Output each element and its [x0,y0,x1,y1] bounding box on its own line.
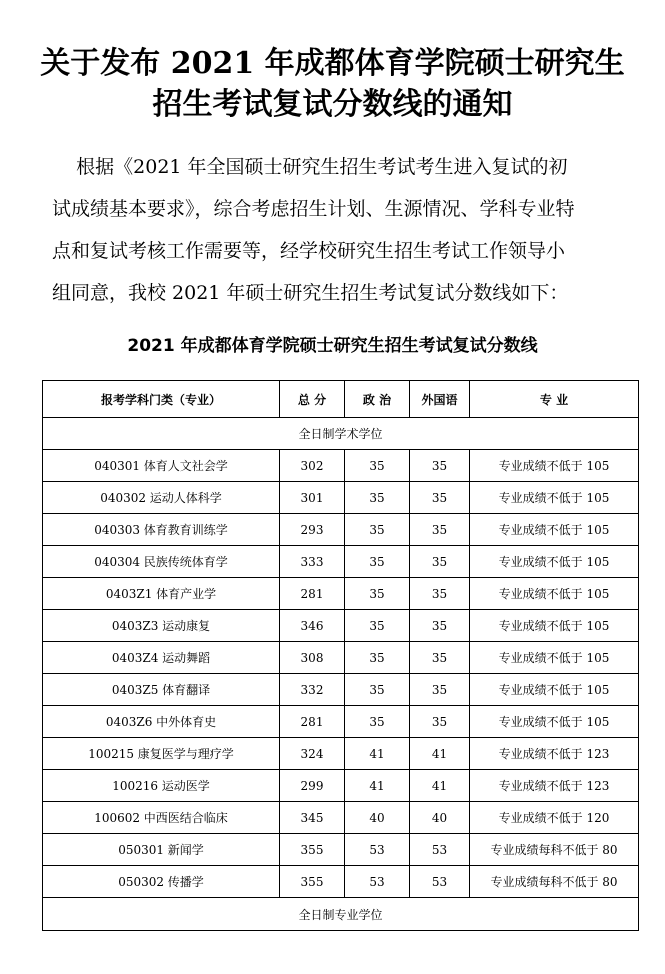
cell-foreign: 35 [410,514,470,546]
cell-politics: 53 [345,866,410,898]
cell-foreign: 53 [410,866,470,898]
table-row [43,866,639,898]
cell-total: 355 [280,866,345,898]
paragraph-line: 根据《2021 年全国硕士研究生招生考试考生进入复试的初 [52,156,568,178]
table-row [43,802,639,834]
cell-politics: 41 [345,738,410,770]
cell-subject: 100602 中西医结合临床 [43,802,280,834]
document-title-line2: 招生考试复试分数线的通知 [152,87,513,122]
cell-major: 专业成绩不低于 105 [470,706,639,738]
cell-politics: 35 [345,482,410,514]
cell-politics: 53 [345,834,410,866]
cell-politics: 40 [345,802,410,834]
cell-politics: 35 [345,642,410,674]
cell-subject: 0403Z5 体育翻译 [43,674,280,706]
paragraph-line: 组同意，我校 2021 年硕士研究生招生考试复试分数线如下： [52,282,569,304]
cell-major: 专业成绩不低于 105 [470,610,639,642]
cell-subject: 0403Z3 运动康复 [43,610,280,642]
paragraph-line: 点和复试考核工作需要等，经学校研究生招生考试工作领导小 [52,240,566,262]
cell-major: 专业成绩不低于 105 [470,482,639,514]
intro-paragraph [52,146,612,314]
cell-subject: 100216 运动医学 [43,770,280,802]
cell-major: 专业成绩不低于 105 [470,674,639,706]
header-total: 总 分 [280,381,345,418]
cell-foreign: 35 [410,546,470,578]
cell-total: 332 [280,674,345,706]
cell-major: 专业成绩不低于 105 [470,450,639,482]
cell-foreign: 35 [410,450,470,482]
table-row [43,514,639,546]
cell-total: 281 [280,578,345,610]
cell-major: 专业成绩不低于 123 [470,738,639,770]
table-row [43,770,639,802]
cell-subject: 0403Z4 运动舞蹈 [43,642,280,674]
cell-foreign: 53 [410,834,470,866]
cell-major: 专业成绩每科不低于 80 [470,834,639,866]
table-row [43,482,639,514]
table-row [43,546,639,578]
table-row [43,834,639,866]
cell-total: 324 [280,738,345,770]
table-row [43,642,639,674]
table-row [43,450,639,482]
cell-politics: 35 [345,674,410,706]
cell-total: 293 [280,514,345,546]
section-row-professional [43,898,639,931]
cell-subject: 0403Z1 体育产业学 [43,578,280,610]
table-row [43,578,639,610]
document-title-line1: 关于发布 2021 年成都体育学院硕士研究生 [40,46,625,81]
score-table [42,380,639,931]
table-caption: 2021 年成都体育学院硕士研究生招生考试复试分数线 [127,336,538,356]
section-label-professional: 全日制专业学位 [43,898,639,931]
cell-politics: 35 [345,578,410,610]
table-row [43,706,639,738]
cell-subject: 040302 运动人体科学 [43,482,280,514]
cell-politics: 35 [345,546,410,578]
header-major: 专 业 [470,381,639,418]
cell-politics: 35 [345,514,410,546]
cell-foreign: 35 [410,642,470,674]
cell-subject: 100215 康复医学与理疗学 [43,738,280,770]
cell-major: 专业成绩不低于 105 [470,514,639,546]
cell-major: 专业成绩不低于 123 [470,770,639,802]
cell-subject: 0403Z6 中外体育史 [43,706,280,738]
cell-foreign: 41 [410,738,470,770]
cell-subject: 050302 传播学 [43,866,280,898]
cell-politics: 35 [345,610,410,642]
header-subject: 报考学科门类（专业） [43,381,280,418]
cell-politics: 35 [345,706,410,738]
cell-foreign: 35 [410,610,470,642]
section-row-academic [43,418,639,450]
header-foreign-language: 外国语 [410,381,470,418]
cell-foreign: 35 [410,674,470,706]
section-label-academic: 全日制学术学位 [43,418,639,450]
cell-subject: 040303 体育教育训练学 [43,514,280,546]
cell-major: 专业成绩不低于 105 [470,546,639,578]
cell-total: 346 [280,610,345,642]
table-row [43,610,639,642]
cell-foreign: 41 [410,770,470,802]
table-row [43,674,639,706]
cell-total: 355 [280,834,345,866]
cell-major: 专业成绩每科不低于 80 [470,866,639,898]
cell-total: 308 [280,642,345,674]
cell-foreign: 35 [410,578,470,610]
paragraph-line: 试成绩基本要求》，综合考虑招生计划、生源情况、学科专业特 [52,198,575,220]
cell-total: 345 [280,802,345,834]
cell-total: 281 [280,706,345,738]
cell-subject: 050301 新闻学 [43,834,280,866]
cell-major: 专业成绩不低于 105 [470,578,639,610]
cell-politics: 41 [345,770,410,802]
cell-foreign: 35 [410,482,470,514]
cell-subject: 040301 体育人文社会学 [43,450,280,482]
cell-total: 333 [280,546,345,578]
cell-total: 302 [280,450,345,482]
cell-foreign: 35 [410,706,470,738]
cell-total: 301 [280,482,345,514]
cell-major: 专业成绩不低于 105 [470,642,639,674]
cell-politics: 35 [345,450,410,482]
cell-foreign: 40 [410,802,470,834]
table-header-row [43,381,639,418]
cell-subject: 040304 民族传统体育学 [43,546,280,578]
cell-total: 299 [280,770,345,802]
table-row [43,738,639,770]
header-politics: 政 治 [345,381,410,418]
cell-major: 专业成绩不低于 120 [470,802,639,834]
